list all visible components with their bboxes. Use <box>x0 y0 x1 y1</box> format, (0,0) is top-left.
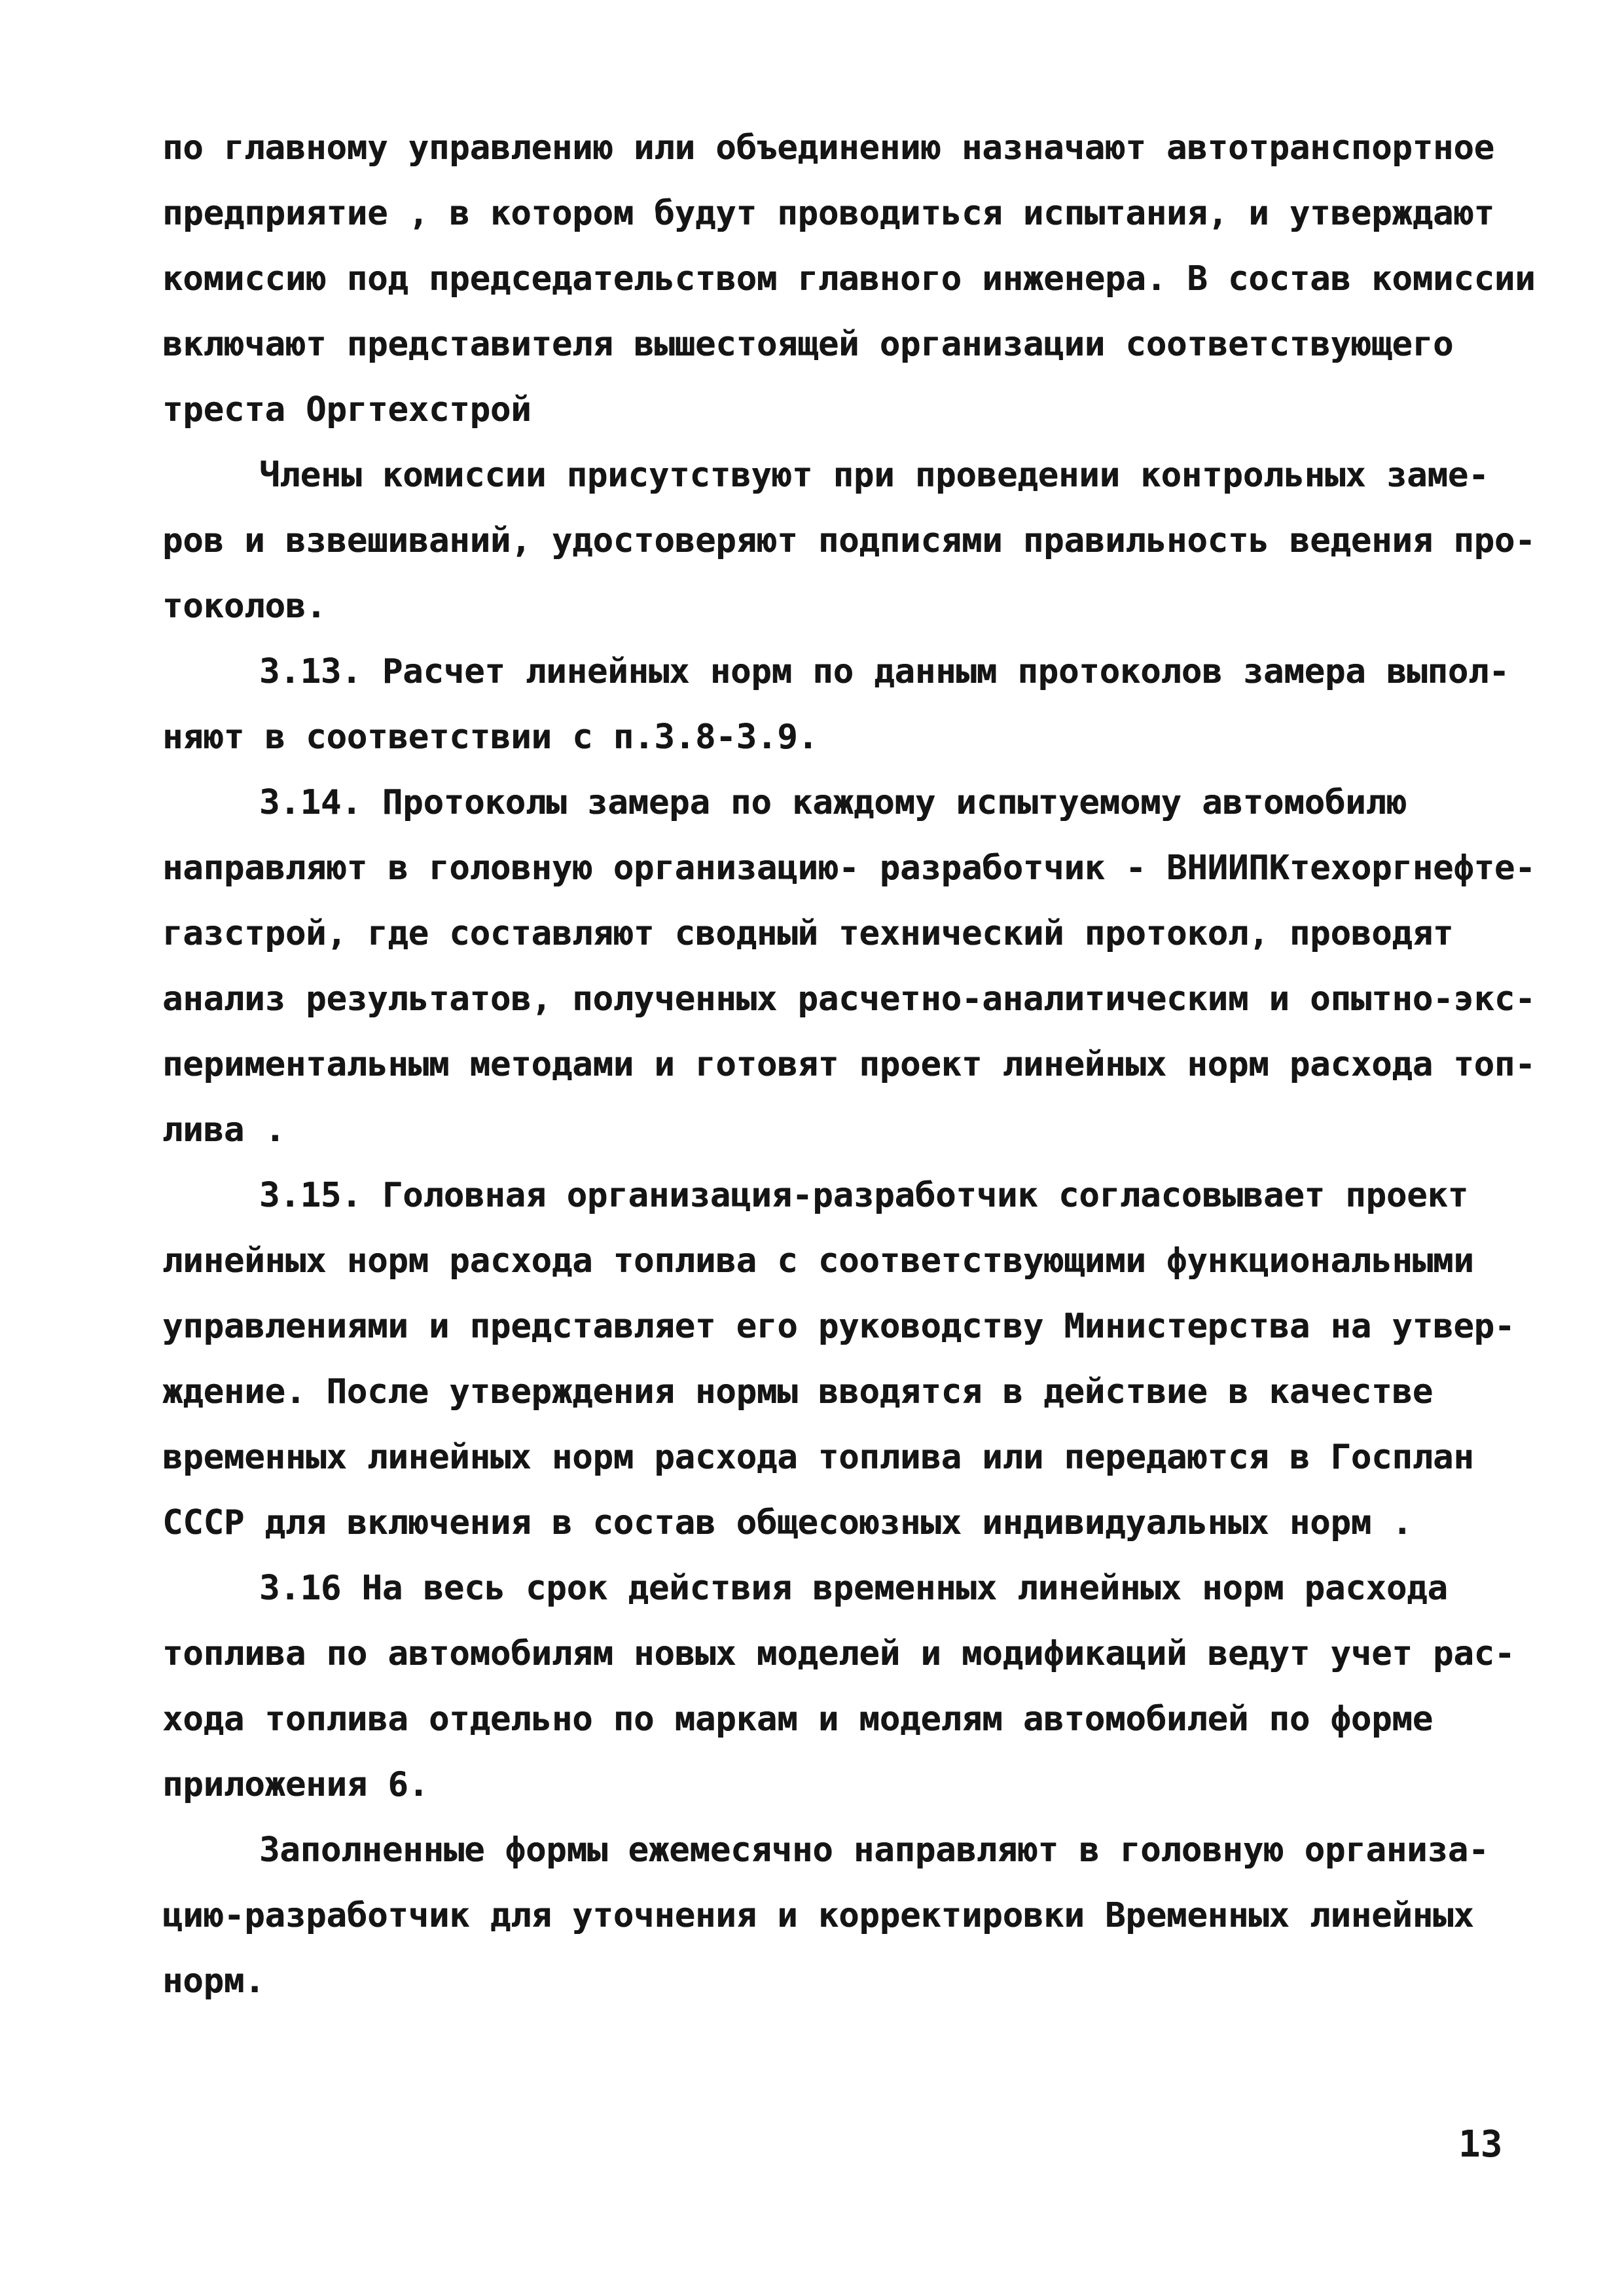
text-line: приложения 6. <box>162 1765 429 1804</box>
text-line: Заполненные формы ежемесячно направляют в головную организа- <box>259 1831 1489 1870</box>
text-line: треста Оргтехстрой <box>162 390 532 429</box>
text-line: 3.14. Протоколы замера по каждому испытуемому автомобилю <box>259 783 1407 822</box>
text-line: комиссию под председательством главного инженера. В состав комиссии <box>162 259 1536 299</box>
text-line: газстрой, где составляют сводный технический протокол, проводят <box>162 914 1454 953</box>
text-line: ров и взвешиваний, удостоверяют подписями правильность ведения про- <box>162 521 1536 560</box>
paragraph-filled-forms <box>162 1817 1517 2014</box>
text-line: линейных норм расхода топлива с соответствующими функциональными <box>162 1241 1474 1281</box>
text-line: Члены комиссии присутствуют при проведении контрольных заме- <box>259 456 1489 495</box>
paragraph-3-13 <box>162 639 1517 770</box>
text-line: управлениями и представляет его руководству Министерства на утвер- <box>162 1307 1515 1346</box>
text-line: СССР для включения в состав общесоюзных индивидуальных норм . <box>162 1503 1413 1542</box>
text-line: периментальным методами и готовят проект линейных норм расхода топ- <box>162 1045 1536 1084</box>
text-line: топлива по автомобилям новых моделей и модификаций ведут учет рас- <box>162 1634 1515 1673</box>
text-line: по главному управлению или объединению назначают автотранспортное <box>162 128 1494 168</box>
page-number: 13 <box>1458 2123 1503 2166</box>
paragraph-3-16 <box>162 1556 1517 1817</box>
text-line: токолов. <box>162 587 327 626</box>
text-line: временных линейных норм расхода топлива или передаются в Госплан <box>162 1438 1474 1477</box>
text-line: цию-разработчик для уточнения и корректировки Временных линейных <box>162 1896 1474 1935</box>
text-line: направляют в головную организацию- разработчик - ВНИИПКтехоргнефте- <box>162 848 1536 888</box>
text-line: 3.15. Головная организация-разработчик согласовывает проект <box>259 1176 1469 1215</box>
paragraph-commission-appointment <box>162 115 1536 443</box>
text-line: норм. <box>162 1961 265 2001</box>
document-body <box>162 115 1536 2014</box>
text-line: 3.16 На весь срок действия временных линейных норм расхода <box>259 1569 1448 1608</box>
text-line: хода топлива отдельно по маркам и моделям автомобилей по форме <box>162 1700 1434 1739</box>
text-line: предприятие , в котором будут проводиться испытания, и утверждают <box>162 194 1494 233</box>
text-line: няют в соответствии с п.3.8-3.9. <box>162 718 818 757</box>
paragraph-3-14 <box>162 770 1536 1163</box>
text-line: включают представителя вышестоящей организации соответствующего <box>162 325 1454 364</box>
text-line: ждение. После утверждения нормы вводятся в действие в качестве <box>162 1372 1434 1412</box>
text-line: анализ результатов, полученных расчетно-аналитическим и опытно-экс- <box>162 979 1536 1019</box>
paragraph-3-15 <box>162 1163 1517 1556</box>
paragraph-commission-members <box>162 443 1536 639</box>
text-line: лива . <box>162 1110 285 1150</box>
text-line: 3.13. Расчет линейных норм по данным протоколов замера выпол- <box>259 652 1509 691</box>
